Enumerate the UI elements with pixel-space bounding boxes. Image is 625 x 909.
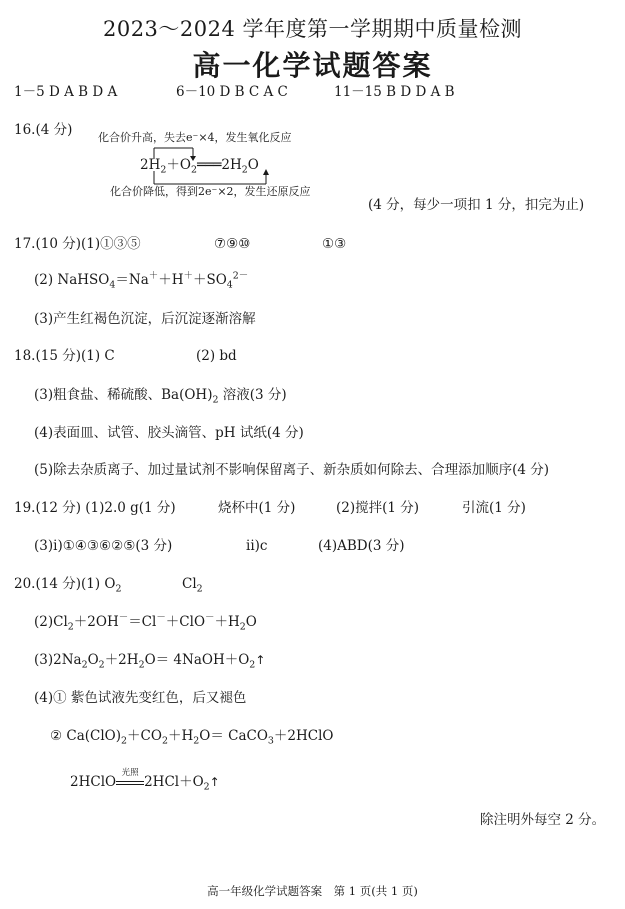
q17-part3: (3)产生红褐色沉淀，后沉淀逐渐溶解 xyxy=(34,311,256,327)
q16-scoring: (4 分，每少一项扣 1 分，扣完为止) xyxy=(368,197,585,213)
q20-part4-3: 2HClO 光照 $2HCl+O_2↑$ xyxy=(70,768,220,793)
q20-part4-2: ② $Ca(ClO)_2+CO_2+H_2O=$ CaCO$_3$＋2HClO xyxy=(50,728,334,747)
q20-part4-1: (4)① 紫色试液先变红色，后又褪色 xyxy=(34,690,247,706)
q19-answer-1b: 烧杯中(1 分) xyxy=(218,500,296,516)
q20-answer-1b: $Cl_2$ xyxy=(182,576,203,595)
q19-part3: (3)i)①④③⑥②⑤(3 分) xyxy=(34,538,173,554)
mcq-group-2: 6－10 D B C A C xyxy=(176,84,288,100)
q20-part2: $(2)Cl_2+2OH^-=Cl^-+ClO^-+H_2O$ xyxy=(34,612,257,633)
doc-title: 高一化学试题答案 xyxy=(192,49,433,82)
q18-answer-2: (2) bd xyxy=(196,348,237,364)
q17-label: 17.(10 分)(1)①③⑤ xyxy=(14,236,141,252)
gas-arrow-icon: ↑ xyxy=(255,653,266,667)
q19-label: 19.(12 分) (1)2.0 g(1 分) xyxy=(14,500,176,516)
q17-part2: (2) $NaHSO_4=Na^++H^++SO_4^{2-}$ xyxy=(34,270,249,291)
mcq-group-1: 1－5 D A B D A xyxy=(14,84,118,100)
scoring-note: 除注明外每空 2 分。 xyxy=(480,812,606,828)
q18-part5: (5)除去杂质离子、加过量试剂不影响保留离子、新杂质如何除去、合理添加顺序(4 分) xyxy=(34,462,550,478)
doc-header-line1: 2023～2024 学年度第一学期期中质量检测 xyxy=(102,17,523,41)
q20-part3: $(3)2Na_2O_2+2H_2O=$ $4NaOH+O_2↑$ xyxy=(34,652,266,671)
photolysis-condition: 光照 xyxy=(116,774,144,790)
q19-part3b: ii)c xyxy=(246,538,268,554)
q20-label: 20.(14 分)(1) $O_2$ xyxy=(14,576,122,595)
q19-part4: (4)ABD(3 分) xyxy=(318,538,405,554)
q18-part3: (3)粗食盐、稀硫酸、$Ba(OH)_2$ 溶液(3 分) xyxy=(34,387,287,406)
q17-answer-3: ①③ xyxy=(322,236,347,252)
page-footer: 高一年级化学试题答案 第 1 页(共 1 页) xyxy=(207,884,418,898)
q16-oxidation-note: 化合价升高，失去e⁻×4，发生氧化反应 xyxy=(98,131,292,144)
q18-part4: (4)表面皿、试管、胶头滴管、pH 试纸(4 分) xyxy=(34,425,304,441)
q19-answer-2: (2)搅拌(1 分) xyxy=(336,500,420,516)
q16-reduction-note: 化合价降低，得到2e⁻×2，发生还原反应 xyxy=(110,185,311,198)
mcq-group-3: 11－15 B D D A B xyxy=(334,84,455,100)
q16-label: 16.(4 分) xyxy=(14,122,73,138)
q16-equation: $2H_2+O_2═══2H_2O$ xyxy=(140,157,259,176)
q19-answer-2b: 引流(1 分) xyxy=(462,500,526,516)
q17-answer-2: ⑦⑨⑩ xyxy=(214,236,251,252)
q18-label: 18.(15 分)(1) C xyxy=(14,348,115,364)
gas-arrow-icon: ↑ xyxy=(209,775,220,789)
